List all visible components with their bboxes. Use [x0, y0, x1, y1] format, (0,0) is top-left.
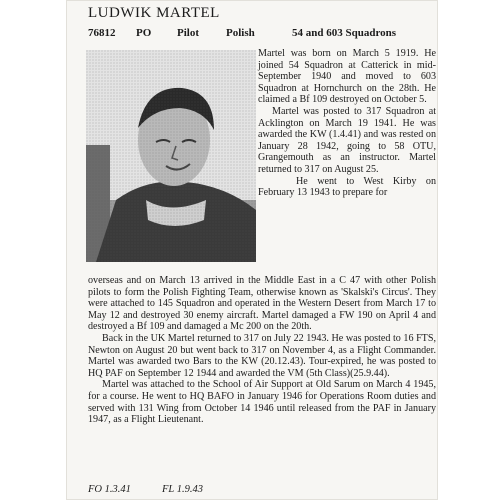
promotion-fl: FL 1.9.43 [162, 484, 203, 495]
pilot-portrait [86, 50, 256, 262]
rank: PO [136, 27, 152, 39]
biography-column-text [258, 48, 436, 199]
nationality: Polish [226, 27, 255, 39]
paragraph: Martel was born on March 5 1919. He joined 54 Squadron at Catterick in mid-September 1940 and moved to 603 Squadron at Hornchurch on the 28th. He claimed a Bf 109 destroyed on October 5. [258, 48, 436, 106]
paragraph: He went to West Kirby on February 13 1943 to prepare for [258, 175, 436, 199]
paragraph: overseas and on March 13 arrived in the Middle East in a C 47 with other Polish pilots to form the Polish Fighting Team, otherwise known as 'Skalski's Circus'. They were attached to 145 Squadron and operated in the Western Desert from March 17 to May 12 and destroyed 30 enemy aircraft. Martel damaged a FW 190 on April 4 and destroyed a Bf 109 and damaged a Mc 200 on the 20th. [88, 275, 436, 333]
paragraph: Martel was attached to the School of Air Support at Old Sarum on March 4 1945, for a course. He went to HQ BAFO in January 1946 for Operations Room duties and served with 131 Wing from October 14 1946 until released from the PAF in January 1947, as a Flight Lieutenant. [88, 379, 436, 426]
paragraph: Martel was posted to 317 Squadron at Acklington on March 19 1941. He was awarded the KW (1.4.41) and was rested on January 28 1942, going to 58 OTU, Grangemouth as an instructor. Martel returned to 317 on August 25. [258, 105, 436, 175]
role: Pilot [177, 27, 199, 39]
squadrons: 54 and 603 Squadrons [292, 27, 397, 39]
biography-full-text [88, 275, 436, 426]
portrait-illustration [86, 50, 256, 262]
paragraph: Back in the UK Martel returned to 317 on July 22 1943. He was posted to 16 FTS, Newton on August 20 but went back to 317 on November 4, as a Flight Commander. Martel was awarded two Bars to the KW (20.12.43). Tour-expired, he was posted to HQ PAF on September 12 1944 and awarded the VM (5th Class)(25.9.44). [88, 332, 436, 379]
promotion-fo: FO 1.3.41 [88, 484, 131, 495]
pilot-name: LUDWIK MARTEL [88, 5, 220, 21]
service-number: 76812 [88, 27, 116, 39]
